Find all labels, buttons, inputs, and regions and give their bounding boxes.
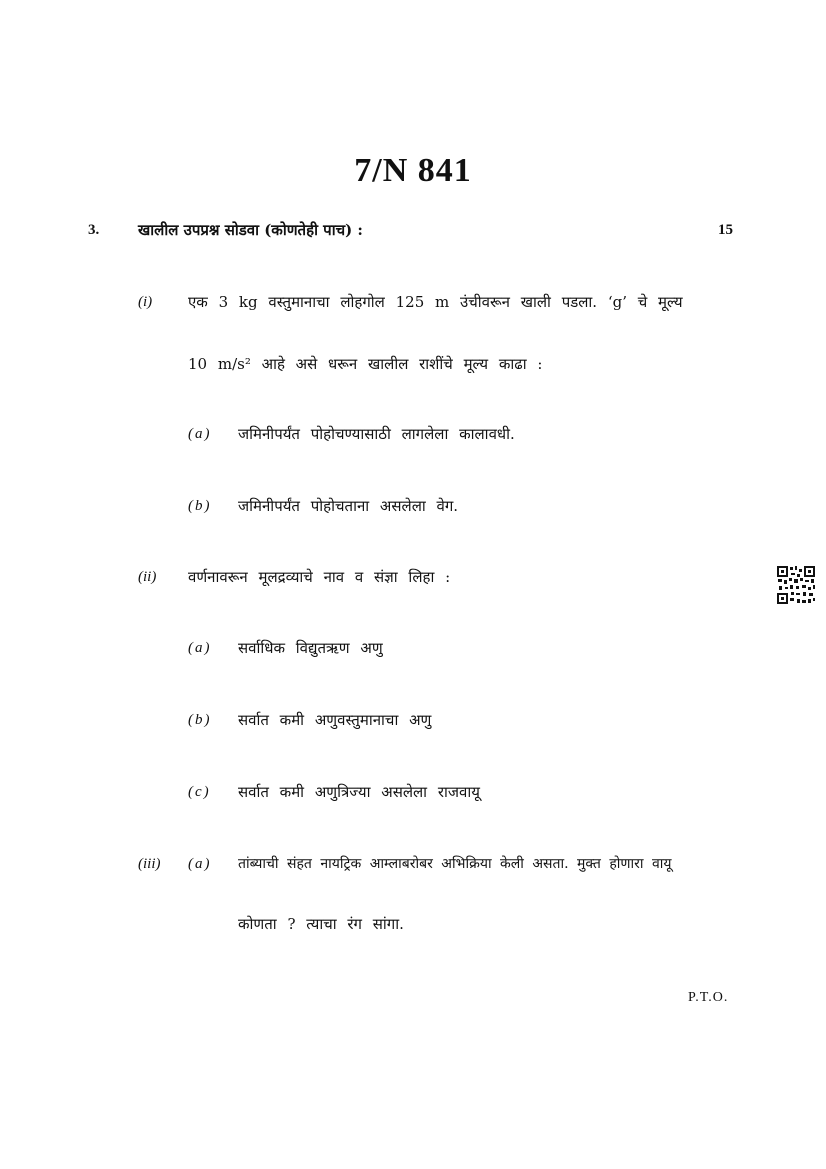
subq-ii-b-label: (b) [188,712,212,728]
please-turn-over: P.T.O. [688,990,729,1005]
subq-ii-c-text: सर्वात कमी अणुत्रिज्या असलेला राजवायू [238,783,480,801]
subq-ii-line1: वर्णनावरून मूलद्रव्याचे नाव व संज्ञा लिहा : [188,568,451,586]
subq-i-b-text: जमिनीपर्यंत पोहोचताना असलेला वेग. [238,497,459,515]
subq-i-a-label: (a) [188,426,212,442]
question-marks: 15 [718,222,733,238]
subq-i-a-text: जमिनीपर्यंत पोहोचण्यासाठी लागलेला कालावधी. [238,425,515,443]
subq-ii-b-text: सर्वात कमी अणुवस्तुमानाचा अणु [238,711,432,729]
subq-iii-a-label: (a) [188,856,212,872]
question-instruction: खालील उपप्रश्न सोडवा (कोणतेही पाच) : [138,221,363,239]
subq-i-line1: एक 3 kg वस्तुमानाचा लोहगोल 125 m उंचीवरून खाली पडला. ‘g’ चे मूल्य [188,293,683,311]
subq-i-b-label: (b) [188,498,212,514]
subq-iii-label: (iii) [138,856,161,872]
subq-iii-a-line2: कोणता ? त्याचा रंग सांगा. [238,915,404,933]
subq-i-label: (i) [138,294,153,310]
paper-code: 7/N 841 [354,152,472,189]
question-number: 3. [88,222,100,238]
subq-ii-label: (ii) [138,569,157,585]
qr-code-icon [776,565,816,605]
subq-ii-a-text: सर्वाधिक विद्युतऋण अणु [238,639,383,657]
subq-i-line2: 10 m/s² आहे असे धरून खालील राशींचे मूल्य काढा : [188,355,543,373]
subq-ii-a-label: (a) [188,640,212,656]
subq-iii-a-line1: तांब्याची संहत नायट्रिक आम्लाबरोबर अभिक्रिया केली असता. मुक्त होणारा वायू [238,856,672,872]
subq-ii-c-label: (c) [188,784,211,800]
